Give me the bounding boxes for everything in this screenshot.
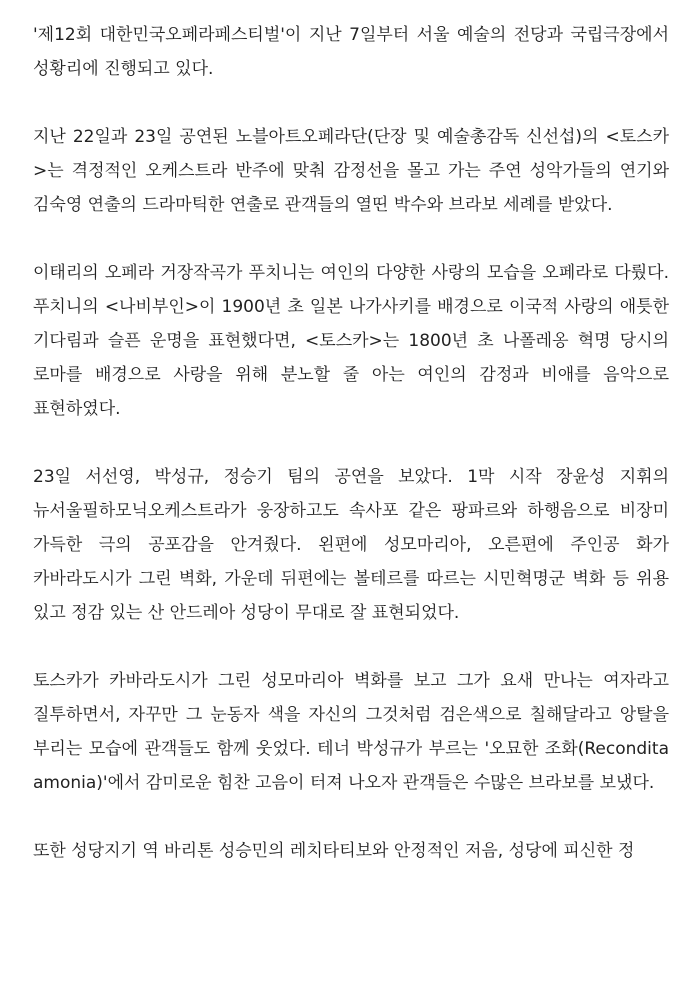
- article-paragraph-4: 23일 서선영, 박성규, 정승기 팀의 공연을 보았다. 1막 시작 장윤성 지휘의 뉴서울필하모닉오케스트라가 웅장하고도 속사포 같은 팡파르와 하행음으로 비장미 가득한 극의 공포감을 안겨줬다. 왼편에 성모마리아, 오른편에 주인공 화가 카바라도시가 그린 벽화, 가운데 뒤편에는 볼테르를 따르는 시민혁명군 벽화 등 위용 있고 정감 있는 산 안드레아 성당이 무대로 잘 표현되었다.: [33, 467, 669, 623]
- article-paragraph-6: 또한 성당지기 역 바리톤 성승민의 레치타티보와 안정적인 저음, 성당에 피신한 정: [33, 841, 635, 861]
- article-paragraph-1: '제12회 대한민국오페라페스티벌'이 지난 7일부터 서울 예술의 전당과 국립극장에서 성황리에 진행되고 있다.: [33, 25, 669, 79]
- article-paragraph-5: 토스카가 카바라도시가 그린 성모마리아 벽화를 보고 그가 요새 만나는 여자라고 질투하면서, 자꾸만 그 눈동자 색을 자신의 그것처럼 검은색으로 칠해달라고 앙탈을 부리는 모습에 관객들도 함께 웃었다. 테너 박성규가 부르는 '오묘한 조화(Recondita amonia)'에서 감미로운 힘찬 고음이 터져 나오자 관객들은 수많은 브라보를 보냈다.: [33, 671, 669, 793]
- article-body: [33, 18, 669, 868]
- article-paragraph-3: 이태리의 오페라 거장작곡가 푸치니는 여인의 다양한 사랑의 모습을 오페라로 다뤘다. 푸치니의 <나비부인>이 1900년 초 일본 나가사키를 배경으로 이국적 사랑의 애틋한 기다림과 슬픈 운명을 표현했다면, <토스카>는 1800년 초 나폴레옹 혁명 당시의 로마를 배경으로 사랑을 위해 분노할 줄 아는 여인의 감정과 비애를 음악으로 표현하였다.: [33, 263, 669, 419]
- article-paragraph-2: 지난 22일과 23일 공연된 노블아트오페라단(단장 및 예술총감독 신선섭)의 <토스카>는 격정적인 오케스트라 반주에 맞춰 감정선을 몰고 가는 주연 성악가들의 연기와 김숙영 연출의 드라마틱한 연출로 관객들의 열띤 박수와 브라보 세례를 받았다.: [33, 127, 669, 215]
